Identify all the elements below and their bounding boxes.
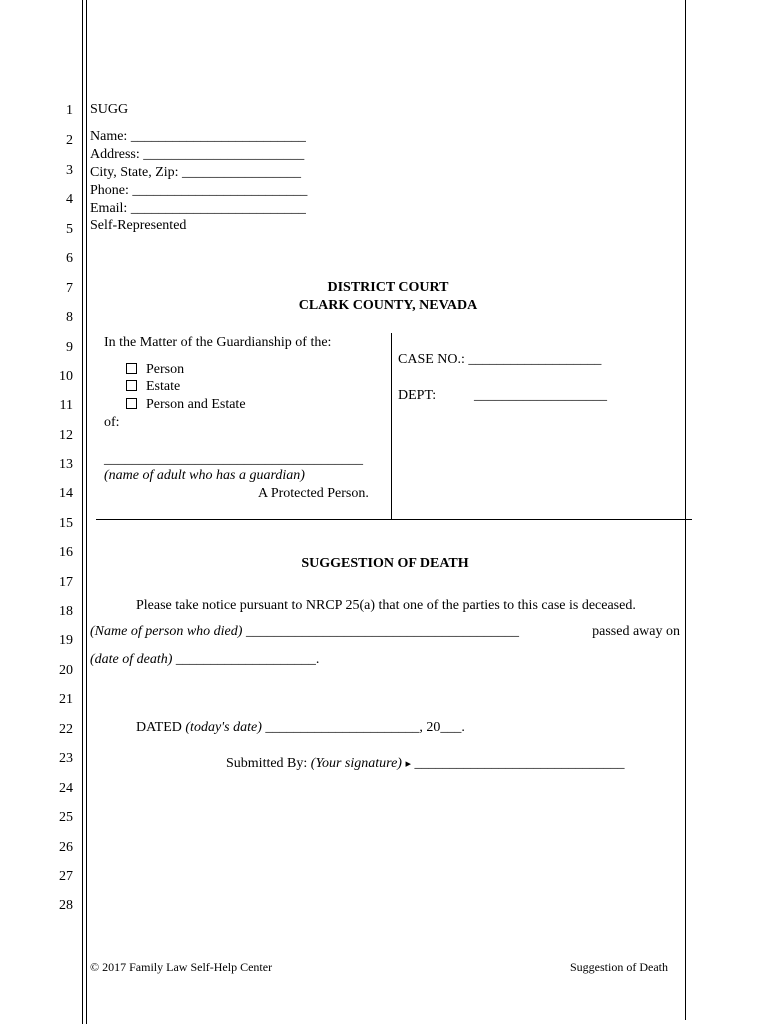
submitted-by-label: Submitted By: bbox=[226, 756, 308, 771]
line-number: 23 bbox=[59, 751, 73, 766]
checkbox-estate[interactable] bbox=[126, 380, 137, 391]
court-name: DISTRICT COURT bbox=[327, 280, 449, 295]
footer-form-title: Suggestion of Death bbox=[570, 960, 668, 974]
option-person-and-estate-label: Person and Estate bbox=[146, 397, 246, 412]
option-person bbox=[126, 362, 184, 378]
dated-hint: (today's date) bbox=[185, 720, 262, 735]
signature-hint: (Your signature) bbox=[310, 756, 402, 771]
line-number: 10 bbox=[59, 369, 73, 384]
line-number: 16 bbox=[59, 545, 73, 560]
line-number: 2 bbox=[66, 133, 73, 148]
line-number: 4 bbox=[66, 192, 73, 207]
option-estate-label: Estate bbox=[146, 379, 181, 394]
line-number: 1 bbox=[66, 103, 73, 118]
deceased-name-line: _______________________________________ bbox=[245, 624, 519, 639]
line-number: 12 bbox=[59, 428, 73, 443]
address-field: Address: _______________________ bbox=[90, 147, 305, 162]
footer-copyright: © 2017 Family Law Self-Help Center bbox=[90, 960, 273, 974]
line-number: 3 bbox=[66, 163, 73, 178]
date-of-death-line: ____________________. bbox=[175, 652, 320, 667]
line-number: 19 bbox=[59, 633, 73, 648]
line-number: 9 bbox=[66, 340, 73, 355]
of-label: of: bbox=[104, 415, 120, 430]
dated-line: ______________________, 20___. bbox=[265, 720, 465, 735]
line-number: 15 bbox=[59, 516, 73, 531]
arrow-right-icon: ▸ bbox=[405, 757, 411, 770]
passed-away-label: passed away on bbox=[592, 624, 680, 639]
line-number: 17 bbox=[59, 575, 73, 590]
left-margin-rule-outer bbox=[82, 0, 83, 1024]
line-number: 13 bbox=[59, 457, 73, 472]
line-number: 6 bbox=[66, 251, 73, 266]
line-number: 18 bbox=[59, 604, 73, 619]
caption-bottom-rule bbox=[96, 519, 692, 520]
option-person-and-estate bbox=[126, 397, 246, 413]
line-number: 27 bbox=[59, 869, 73, 884]
name-field: Name: _________________________ bbox=[90, 129, 306, 144]
caption-divider bbox=[391, 333, 392, 520]
line-number: 28 bbox=[59, 898, 73, 913]
date-of-death-row bbox=[90, 652, 319, 668]
adult-name-line: _____________________________________ bbox=[104, 452, 363, 467]
line-number: 22 bbox=[59, 722, 73, 737]
deceased-name-row bbox=[90, 624, 680, 640]
left-margin-rule-inner bbox=[86, 0, 87, 1024]
document-title: SUGGESTION OF DEATH bbox=[301, 556, 469, 571]
notice-paragraph: Please take notice pursuant to NRCP 25(a) that one of the parties to this case is deceased. bbox=[136, 598, 636, 613]
option-estate bbox=[126, 379, 180, 395]
dated-label: DATED bbox=[136, 720, 182, 735]
dept-label: DEPT: bbox=[398, 388, 437, 403]
line-number: 21 bbox=[59, 692, 73, 707]
matter-label: In the Matter of the Guardianship of the: bbox=[104, 335, 332, 350]
case-number-field: CASE NO.: ___________________ bbox=[398, 352, 602, 367]
line-number: 26 bbox=[59, 840, 73, 855]
line-number: 8 bbox=[66, 310, 73, 325]
form-code: SUGG bbox=[90, 102, 129, 117]
court-county: CLARK COUNTY, NEVADA bbox=[298, 298, 478, 313]
line-number: 14 bbox=[59, 486, 73, 501]
checkbox-person[interactable] bbox=[126, 363, 137, 374]
signature-line: ______________________________ bbox=[414, 756, 625, 771]
option-person-label: Person bbox=[146, 362, 185, 377]
submitted-by-row bbox=[226, 756, 624, 772]
phone-field: Phone: _________________________ bbox=[90, 183, 308, 198]
deceased-name-hint: (Name of person who died) bbox=[90, 624, 243, 639]
dept-line: ___________________ bbox=[474, 388, 607, 403]
adult-name-hint: (name of adult who has a guardian) bbox=[104, 468, 305, 483]
line-number: 25 bbox=[59, 810, 73, 825]
self-represented-label: Self-Represented bbox=[90, 218, 187, 233]
right-margin-rule bbox=[685, 0, 686, 1020]
protected-person-label: A Protected Person. bbox=[258, 486, 369, 501]
line-number: 5 bbox=[66, 222, 73, 237]
line-number: 20 bbox=[59, 663, 73, 678]
dated-row bbox=[136, 720, 465, 736]
line-number: 24 bbox=[59, 781, 73, 796]
line-number: 11 bbox=[59, 398, 73, 413]
date-of-death-hint: (date of death) bbox=[90, 652, 173, 667]
checkbox-person-and-estate[interactable] bbox=[126, 398, 137, 409]
city-state-zip-field: City, State, Zip: _________________ bbox=[90, 165, 302, 180]
email-field: Email: _________________________ bbox=[90, 201, 306, 216]
line-number: 7 bbox=[66, 281, 73, 296]
